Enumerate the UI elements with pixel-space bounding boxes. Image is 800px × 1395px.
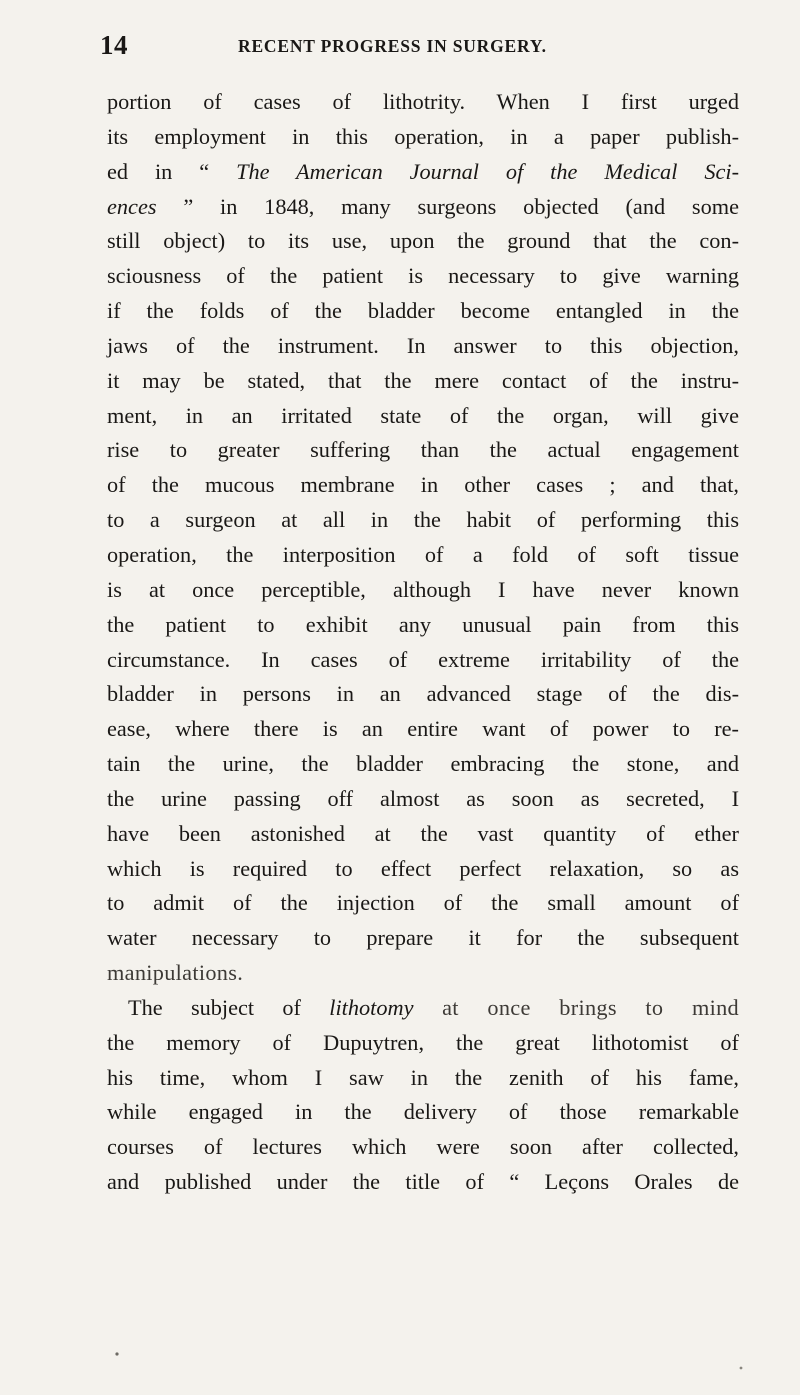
text-line: while engaged in the delivery of those remarkable xyxy=(107,1099,739,1125)
text-line: and published under the title of “ Leçons Orales de xyxy=(107,1169,739,1195)
text-line: the patient to exhibit any unusual pain from this xyxy=(107,611,739,637)
speck xyxy=(115,1352,118,1355)
text-line: to a surgeon at all in the habit of performing this xyxy=(107,507,739,533)
text-line: the urine passing off almost as soon as secreted, I xyxy=(107,785,739,811)
running-head: RECENT PROGRESS IN SURGERY. xyxy=(238,36,547,56)
text-line: ease, where there is an entire want of power to re- xyxy=(107,716,739,742)
text-line: circumstance. In cases of extreme irritability of the xyxy=(107,646,739,672)
text-line: if the folds of the bladder become entangled in the xyxy=(107,298,739,324)
text-line: manipulations. xyxy=(107,960,244,986)
speck xyxy=(740,1367,743,1370)
text-segment: ed in “ xyxy=(107,158,237,184)
text-line: bladder in persons in an advanced stage of the dis- xyxy=(107,681,739,707)
text-line: have been astonished at the vast quantity of ether xyxy=(107,820,739,846)
text-segment: The subject of xyxy=(128,994,330,1020)
text-segment: ” in 1848, many surgeons objected (and some xyxy=(156,193,739,219)
italic-term: lithotomy xyxy=(329,994,414,1020)
text-line: sciousness of the patient is necessary to give warning xyxy=(107,263,739,289)
text-line: operation, the interposition of a fold of soft tissue xyxy=(107,541,739,567)
text-line: portion of cases of lithotrity. When I first urged xyxy=(107,89,739,114)
text-line: water necessary to prepare it for the subsequent xyxy=(107,925,739,951)
journal-title: The American Journal of the Medical Sci- xyxy=(236,158,739,184)
journal-title-end: ences xyxy=(107,193,157,219)
text-line: ment, in an irritated state of the organ, will give xyxy=(107,402,739,428)
text-line: it may be stated, that the mere contact of the instru- xyxy=(107,367,739,393)
text-line: still object) to its use, upon the ground that the con- xyxy=(107,228,739,254)
text-line: his time, whom I saw in the zenith of his fame, xyxy=(107,1064,739,1090)
text-line: of the mucous membrane in other cases ; and that, xyxy=(107,472,739,498)
text-line: to admit of the injection of the small amount of xyxy=(107,890,739,916)
text-line: which is required to effect perfect relaxation, so as xyxy=(107,855,739,881)
text-line: is at once perceptible, although I have never known xyxy=(107,576,739,602)
text-line: its employment in this operation, in a paper publish- xyxy=(107,123,739,149)
text-line: jaws of the instrument. In answer to this objection, xyxy=(107,332,739,358)
text-line: courses of lectures which were soon after collected, xyxy=(107,1134,739,1160)
text-line: rise to greater suffering than the actual engagement xyxy=(107,437,739,463)
page-number: 14 xyxy=(100,30,128,60)
text-segment: at once brings to mind xyxy=(413,994,739,1020)
text-line: tain the urine, the bladder embracing the stone, and xyxy=(107,751,739,777)
text-line: the memory of Dupuytren, the great lithotomist of xyxy=(107,1029,739,1055)
